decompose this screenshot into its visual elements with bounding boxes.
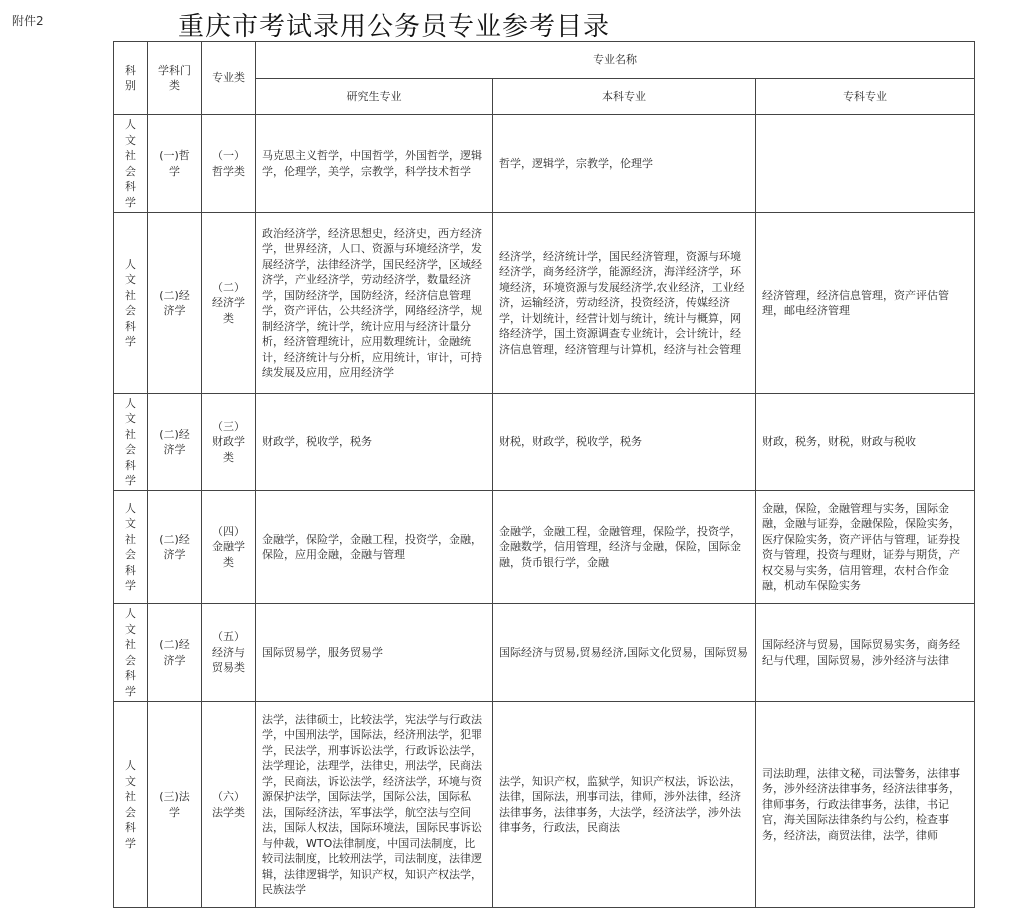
table-row <box>114 491 975 604</box>
category-cell: 人文社会科学 <box>114 213 148 394</box>
header-discipline: 学科门类 <box>148 42 202 115</box>
attachment-label: 附件2 <box>12 14 44 28</box>
header-category: 科别 <box>114 42 148 115</box>
header-junior-college: 专科专业 <box>756 79 975 115</box>
major-class-cell: （六）法学类 <box>202 702 256 908</box>
major-catalog-table <box>113 41 975 908</box>
category-cell: 人文社会科学 <box>114 394 148 491</box>
junior-college-cell: 金融，保险，金融管理与实务，国际金融，金融与证券，金融保险，保险实务，医疗保险实务，资产评估与管理，证券投资与管理，投资与理财，证券与期货，产权交易与实务，信用管理，农村合作金融，机动车保险实务 <box>756 491 975 604</box>
graduate-cell: 财政学，税收学，税务 <box>256 394 493 491</box>
table-row <box>114 213 975 394</box>
discipline-cell: (一)哲学 <box>148 115 202 213</box>
header-major-class: 专业类 <box>202 42 256 115</box>
junior-college-cell: 财政，税务，财税，财政与税收 <box>756 394 975 491</box>
header-graduate: 研究生专业 <box>256 79 493 115</box>
discipline-cell: (二)经济学 <box>148 213 202 394</box>
discipline-cell: (二)经济学 <box>148 604 202 702</box>
table-row <box>114 394 975 491</box>
junior-college-cell: 经济管理，经济信息管理，资产评估管理，邮电经济管理 <box>756 213 975 394</box>
undergraduate-cell: 财税，财政学，税收学，税务 <box>493 394 756 491</box>
header-row-top <box>114 42 975 79</box>
table-row <box>114 604 975 702</box>
table-row <box>114 115 975 213</box>
major-class-cell: （四）金融学类 <box>202 491 256 604</box>
category-cell: 人文社会科学 <box>114 115 148 213</box>
undergraduate-cell: 法学，知识产权，监狱学，知识产权法，诉讼法，法律，国际法，刑事司法，律师，涉外法律，经济法律事务，法律事务，大法学，经济法学，涉外法律事务，行政法，民商法 <box>493 702 756 908</box>
graduate-cell: 国际贸易学，服务贸易学 <box>256 604 493 702</box>
junior-college-cell <box>756 115 975 213</box>
header-major-name: 专业名称 <box>256 42 975 79</box>
undergraduate-cell: 金融学，金融工程，金融管理，保险学，投资学，金融数学，信用管理，经济与金融，保险，国际金融，货币银行学，金融 <box>493 491 756 604</box>
graduate-cell: 金融学，保险学，金融工程，投资学，金融，保险，应用金融，金融与管理 <box>256 491 493 604</box>
category-cell: 人文社会科学 <box>114 491 148 604</box>
major-class-cell: （二）经济学类 <box>202 213 256 394</box>
category-cell: 人文社会科学 <box>114 702 148 908</box>
page-title: 重庆市考试录用公务员专业参考目录 <box>178 12 611 42</box>
table-row <box>114 702 975 908</box>
undergraduate-cell: 国际经济与贸易,贸易经济,国际文化贸易，国际贸易 <box>493 604 756 702</box>
category-cell: 人文社会科学 <box>114 604 148 702</box>
major-class-cell: （一）哲学类 <box>202 115 256 213</box>
header-undergraduate: 本科专业 <box>493 79 756 115</box>
undergraduate-cell: 经济学，经济统计学，国民经济管理，资源与环境经济学，商务经济学，能源经济，海洋经济学，环境经济，环境资源与发展经济学,农业经济，工业经济，运输经济，劳动经济，投资经济，传媒经济学，计划统计，经营计划与统计，统计与概算，网络经济学，国土资源调查专业统计，会计统计，经济信息管理，经济管理与计算机，经济与社会管理 <box>493 213 756 394</box>
graduate-cell: 马克思主义哲学，中国哲学，外国哲学，逻辑学，伦理学，美学，宗教学，科学技术哲学 <box>256 115 493 213</box>
junior-college-cell: 国际经济与贸易，国际贸易实务，商务经纪与代理，国际贸易，涉外经济与法律 <box>756 604 975 702</box>
major-class-cell: （五）经济与贸易类 <box>202 604 256 702</box>
discipline-cell: (二)经济学 <box>148 491 202 604</box>
junior-college-cell: 司法助理，法律文秘，司法警务，法律事务，涉外经济法律事务，经济法律事务，律师事务，行政法律事务，法律，书记官，海关国际法律条约与公约，检查事务，经济法，商贸法律，法学，律师 <box>756 702 975 908</box>
undergraduate-cell: 哲学，逻辑学，宗教学，伦理学 <box>493 115 756 213</box>
discipline-cell: (三)法学 <box>148 702 202 908</box>
graduate-cell: 政治经济学，经济思想史，经济史，西方经济学，世界经济，人口、资源与环境经济学，发展经济学，法律经济学，国民经济学，区域经济学，产业经济学，劳动经济学，数量经济学，国防经济学，国防经济，经济信息管理学，资产评估，公共经济学，网络经济学，规制经济学，统计学，统计应用与经济计量分析，经济管理统计，应用数理统计，金融统计，经济统计与分析，应用统计，审计，可持续发展及应用，应用经济学 <box>256 213 493 394</box>
major-class-cell: （三）财政学类 <box>202 394 256 491</box>
graduate-cell: 法学，法律硕士，比较法学，宪法学与行政法学，中国刑法学，国际法，经济刑法学，犯罪学，民法学，刑事诉讼法学，行政诉讼法学，法学理论，法理学，法律史，刑法学，民商法学，民商法，诉讼法学，经济法学，环境与资源保护法学，国际法学，国际公法，国际私法，国际经济法，军事法学，航空法与空间法，国际人权法，国际环境法，国际民事诉讼与仲裁，WTO法律制度，中国司法制度，比较司法制度，比较刑法学，司法制度，法律逻辑，法律逻辑学，知识产权，知识产权法学，民族法学 <box>256 702 493 908</box>
discipline-cell: (二)经济学 <box>148 394 202 491</box>
